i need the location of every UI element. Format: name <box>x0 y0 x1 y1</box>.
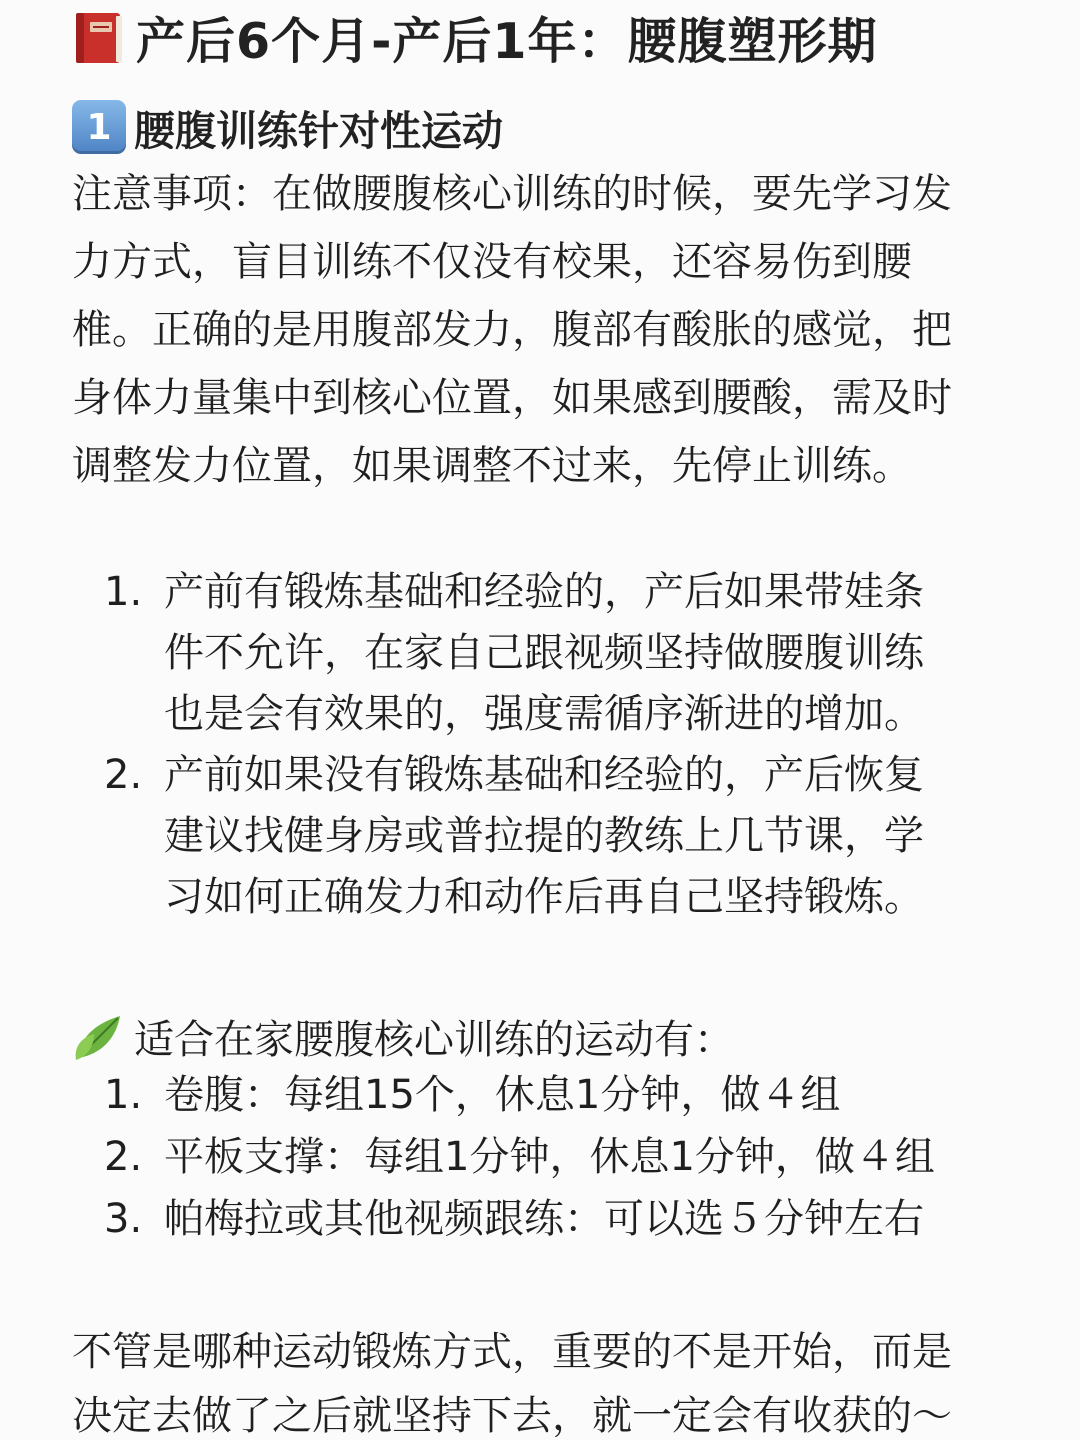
list-number: 2. <box>104 752 143 798</box>
leaf-icon <box>72 1008 126 1064</box>
list-number: 1. <box>104 1072 143 1118</box>
header <box>72 6 878 70</box>
section-title: 腰腹训练针对性运动 <box>134 106 503 155</box>
list-text: 平板支撑：每组1分钟，休息1分钟，做４组 <box>164 1134 935 1180</box>
list-item <box>104 1064 935 1126</box>
keycap-1-icon <box>72 100 126 154</box>
keycap-number: 1 <box>86 106 112 148</box>
notice-line: 力方式，盲目训练不仅没有校果，还容易伤到腰 <box>72 239 912 285</box>
closing-line: 决定去做了之后就坚持下去，就一定会有收获的～ <box>72 1393 952 1439</box>
exercise-list <box>104 1064 935 1250</box>
advice-list <box>104 562 1014 928</box>
list-item <box>104 562 1014 745</box>
notice-line: 椎。正确的是用腹部发力，腹部有酸胀的感觉，把 <box>72 307 952 353</box>
list-number: 1. <box>104 569 143 615</box>
red-book-icon <box>72 10 126 66</box>
notice-line: 注意事项：在做腰腹核心训练的时候，要先学习发 <box>72 171 952 217</box>
list-text: 帕梅拉或其他视频跟练：可以选５分钟左右 <box>164 1196 924 1242</box>
list-line: 也是会有效果的，强度需循序渐进的增加。 <box>164 691 924 737</box>
notice-paragraph <box>72 160 1012 500</box>
closing-paragraph <box>72 1320 1012 1440</box>
list-item <box>104 1126 935 1188</box>
section-heading <box>72 98 503 156</box>
list-line: 习如何正确发力和动作后再自己坚持锻炼。 <box>164 874 924 920</box>
list-line: 建议找健身房或普拉提的教练上几节课，学 <box>164 813 924 859</box>
list-number: 3. <box>104 1196 143 1242</box>
list-text: 卷腹：每组15个，休息1分钟，做４组 <box>164 1072 841 1118</box>
list-line: 产前如果没有锻炼基础和经验的，产后恢复 <box>164 752 924 798</box>
list-line: 产前有锻炼基础和经验的，产后如果带娃条 <box>164 569 924 615</box>
closing-line: 不管是哪种运动锻炼方式，重要的不是开始，而是 <box>72 1329 952 1375</box>
exercises-heading-text: 适合在家腰腹核心训练的运动有： <box>134 1016 734 1063</box>
exercises-heading <box>72 1005 734 1067</box>
notice-line: 身体力量集中到核心位置，如果感到腰酸，需及时 <box>72 375 952 421</box>
list-item <box>104 1188 935 1250</box>
list-number: 2. <box>104 1134 143 1180</box>
page-title: 产后6个月-产后1年：腰腹塑形期 <box>136 13 878 70</box>
notice-line: 调整发力位置，如果调整不过来，先停止训练。 <box>72 443 912 489</box>
list-item <box>104 745 1014 928</box>
list-line: 件不允许，在家自己跟视频坚持做腰腹训练 <box>164 630 924 676</box>
